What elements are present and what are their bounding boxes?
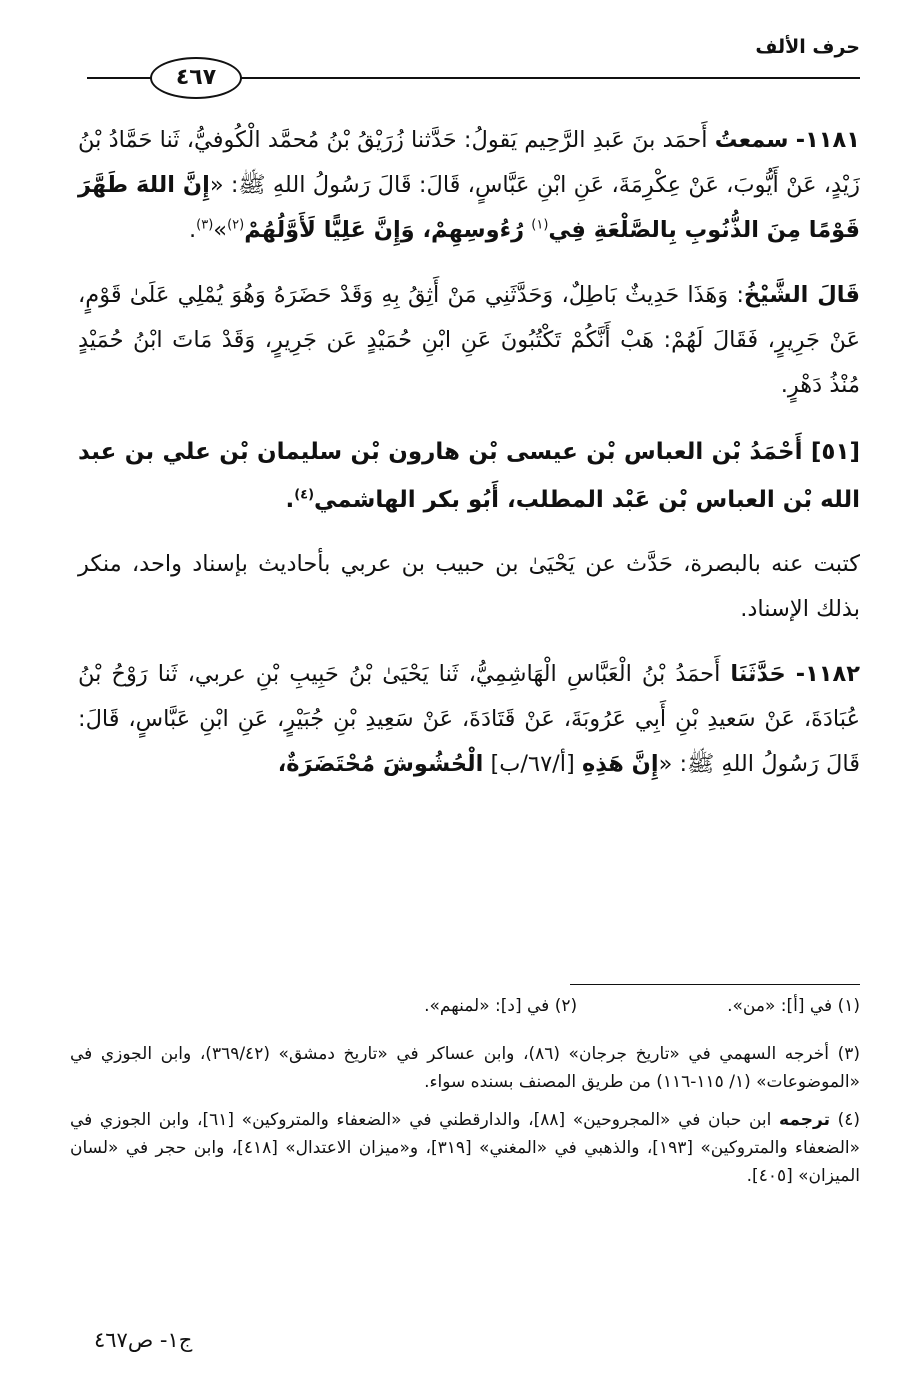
isnad-text: أَحمَدُ بْنُ الْعَبَّاسِ الْهَاشِمِيُّ، ثَنا يَحْيَىٰ بْنُ حَبِيبِ بْنِ عربي، ثَنا رَوْحُ بْنُ عُبَادَةَ، عَنْ سَعيدِ بْنِ أَبِي عَرُوبَةَ، عَنْ قَتَادَةَ، عَنْ سَعِيدِ بْنِ جُبَيْرٍ، عَنِ ابْنِ عَبَّاسٍ، قَالَ: قَالَ رَسُولُ اللهِ ﷺ: « <box>78 661 860 777</box>
page-number-oval: ٤٦٧ <box>150 57 242 99</box>
footnote-marker: (٤) <box>294 487 315 503</box>
main-text <box>78 118 860 807</box>
matn-text-2: الْحُشُوشَ مُحْتَضَرَةٌ، <box>277 751 484 777</box>
shaykh-comment <box>78 273 860 408</box>
footnotes <box>70 992 860 1200</box>
footnote-1: (١) في [أ]: «من». <box>727 996 860 1016</box>
biography-text: كتبت عنه بالبصرة، حَدَّث عن يَحْيَىٰ بن حبيب بن عربي بأحاديث بإسناد واحد، منكر بذلك الإسناد. <box>78 551 860 622</box>
shaykh-comment-text: : وَهَذَا حَدِيثٌ بَاطِلٌ، وَحَدَّثَنِي مَنْ أَثِقُ بِهِ وَقَدْ حَضَرَهُ وَهُوَ يُمْلِي عَلَىٰ قَوْمٍ، عَنْ جَرِيرٍ، فَقَالَ لَهُمْ: هَبْ أَنَّكُمْ تَكْتُبُونَ عَنِ ابْنِ حُمَيْدٍ عَن جَرِيرٍ، وَقَدْ مَاتَ ابْنُ حُمَيْدٍ مُنْذُ دَهْرٍ. <box>78 282 860 398</box>
volume-page-reference: ج١- ص٤٦٧ <box>94 1328 193 1352</box>
footnote-4-number: (٤) <box>837 1110 861 1130</box>
narration-verb: سمعتُ <box>714 127 789 153</box>
footnote-3: (٣) أخرجه السهمي في «تاريخ جرجان» (٨٦)، وابن عساكر في «تاريخ دمشق» (٣٦٩/٤٢)، وابن الجوزي في «الموضوعات» (١/ ١١٥-١١٦) من طريق المصنف بسنده سواء. <box>70 1044 860 1092</box>
shaykh-label: قَالَ الشَّيْخُ <box>743 282 860 308</box>
sentence-end: . <box>285 487 295 513</box>
footnote-marker: (٢) <box>227 217 245 233</box>
matn-text-2: رُءُوسِهِمْ، وَإِنَّ عَلِيًّا لَأَوَّلُهُمْ <box>244 217 525 243</box>
isnad-text: أَحمَد بنَ عَبدِ الرَّحِيم يَقولُ: حَدَّثنا زُرَيْقُ بْنُ مُحمَّد الْكُوفيُّ، ثَنا حَمَّادُ بْنُ زَيْدٍ، عَنْ أَيُّوبَ، عَنْ عِكْرِمَةَ، عَنِ ابْنِ عَبَّاسٍ، قَالَ: قَالَ رَسُولُ اللهِ ﷺ: « <box>78 127 860 198</box>
footnote-4-text: ابن حبان في «المجروحين» [٨٨]، والدارقطني في «الضعفاء والمتروكين» [٦١]، وابن الجوزي في «الضعفاء والمتروكين» [١٩٣]، والذهبي في «المغني» [٣١٩]، و«ميزان الاعتدال» [٤١٨]، وابن حجر في «لسان الميزان» [٤٠٥]. <box>70 1110 860 1186</box>
hadith-1181 <box>78 118 860 253</box>
matn-text: إِنَّ هَذِهِ <box>581 751 659 777</box>
hadith-1182 <box>78 652 860 787</box>
footnote-marker: (١) <box>531 217 549 233</box>
sentence-end: . <box>188 217 197 243</box>
quote-close: » <box>213 217 228 243</box>
footnote-2: (٢) في [د]: «لمنهم». <box>424 996 578 1016</box>
footnote-4 <box>70 1106 860 1190</box>
narration-verb: حَدَّثَنَا <box>730 661 786 687</box>
footnote-marker: (٣) <box>196 217 214 233</box>
matn-text: إِنَّ اللهَ طَهَّرَ قَوْمًا مِنَ الذُّنُوبِ بِالصَّلْعَةِ فِي <box>78 172 860 243</box>
footnote-4-lead: ترجمه <box>779 1110 830 1130</box>
footnote-row <box>70 992 860 1030</box>
hadith-number: ١١٨١- <box>795 127 860 153</box>
biography-heading <box>78 428 860 524</box>
folio-marker: [أ/٦٧/ب] <box>490 751 575 777</box>
footnote-rule <box>570 984 860 985</box>
hadith-number: ١١٨٢- <box>795 661 861 687</box>
running-title: حرف الألف <box>755 36 860 58</box>
biography-title: [٥١] أَحْمَدُ بْن العباس بْن عيسى بْن هارون بْن سليمان بْن علي بن عبد الله بْن العباس بْن عَبْد المطلب، أَبُو بكر الهاشمي <box>78 439 860 513</box>
